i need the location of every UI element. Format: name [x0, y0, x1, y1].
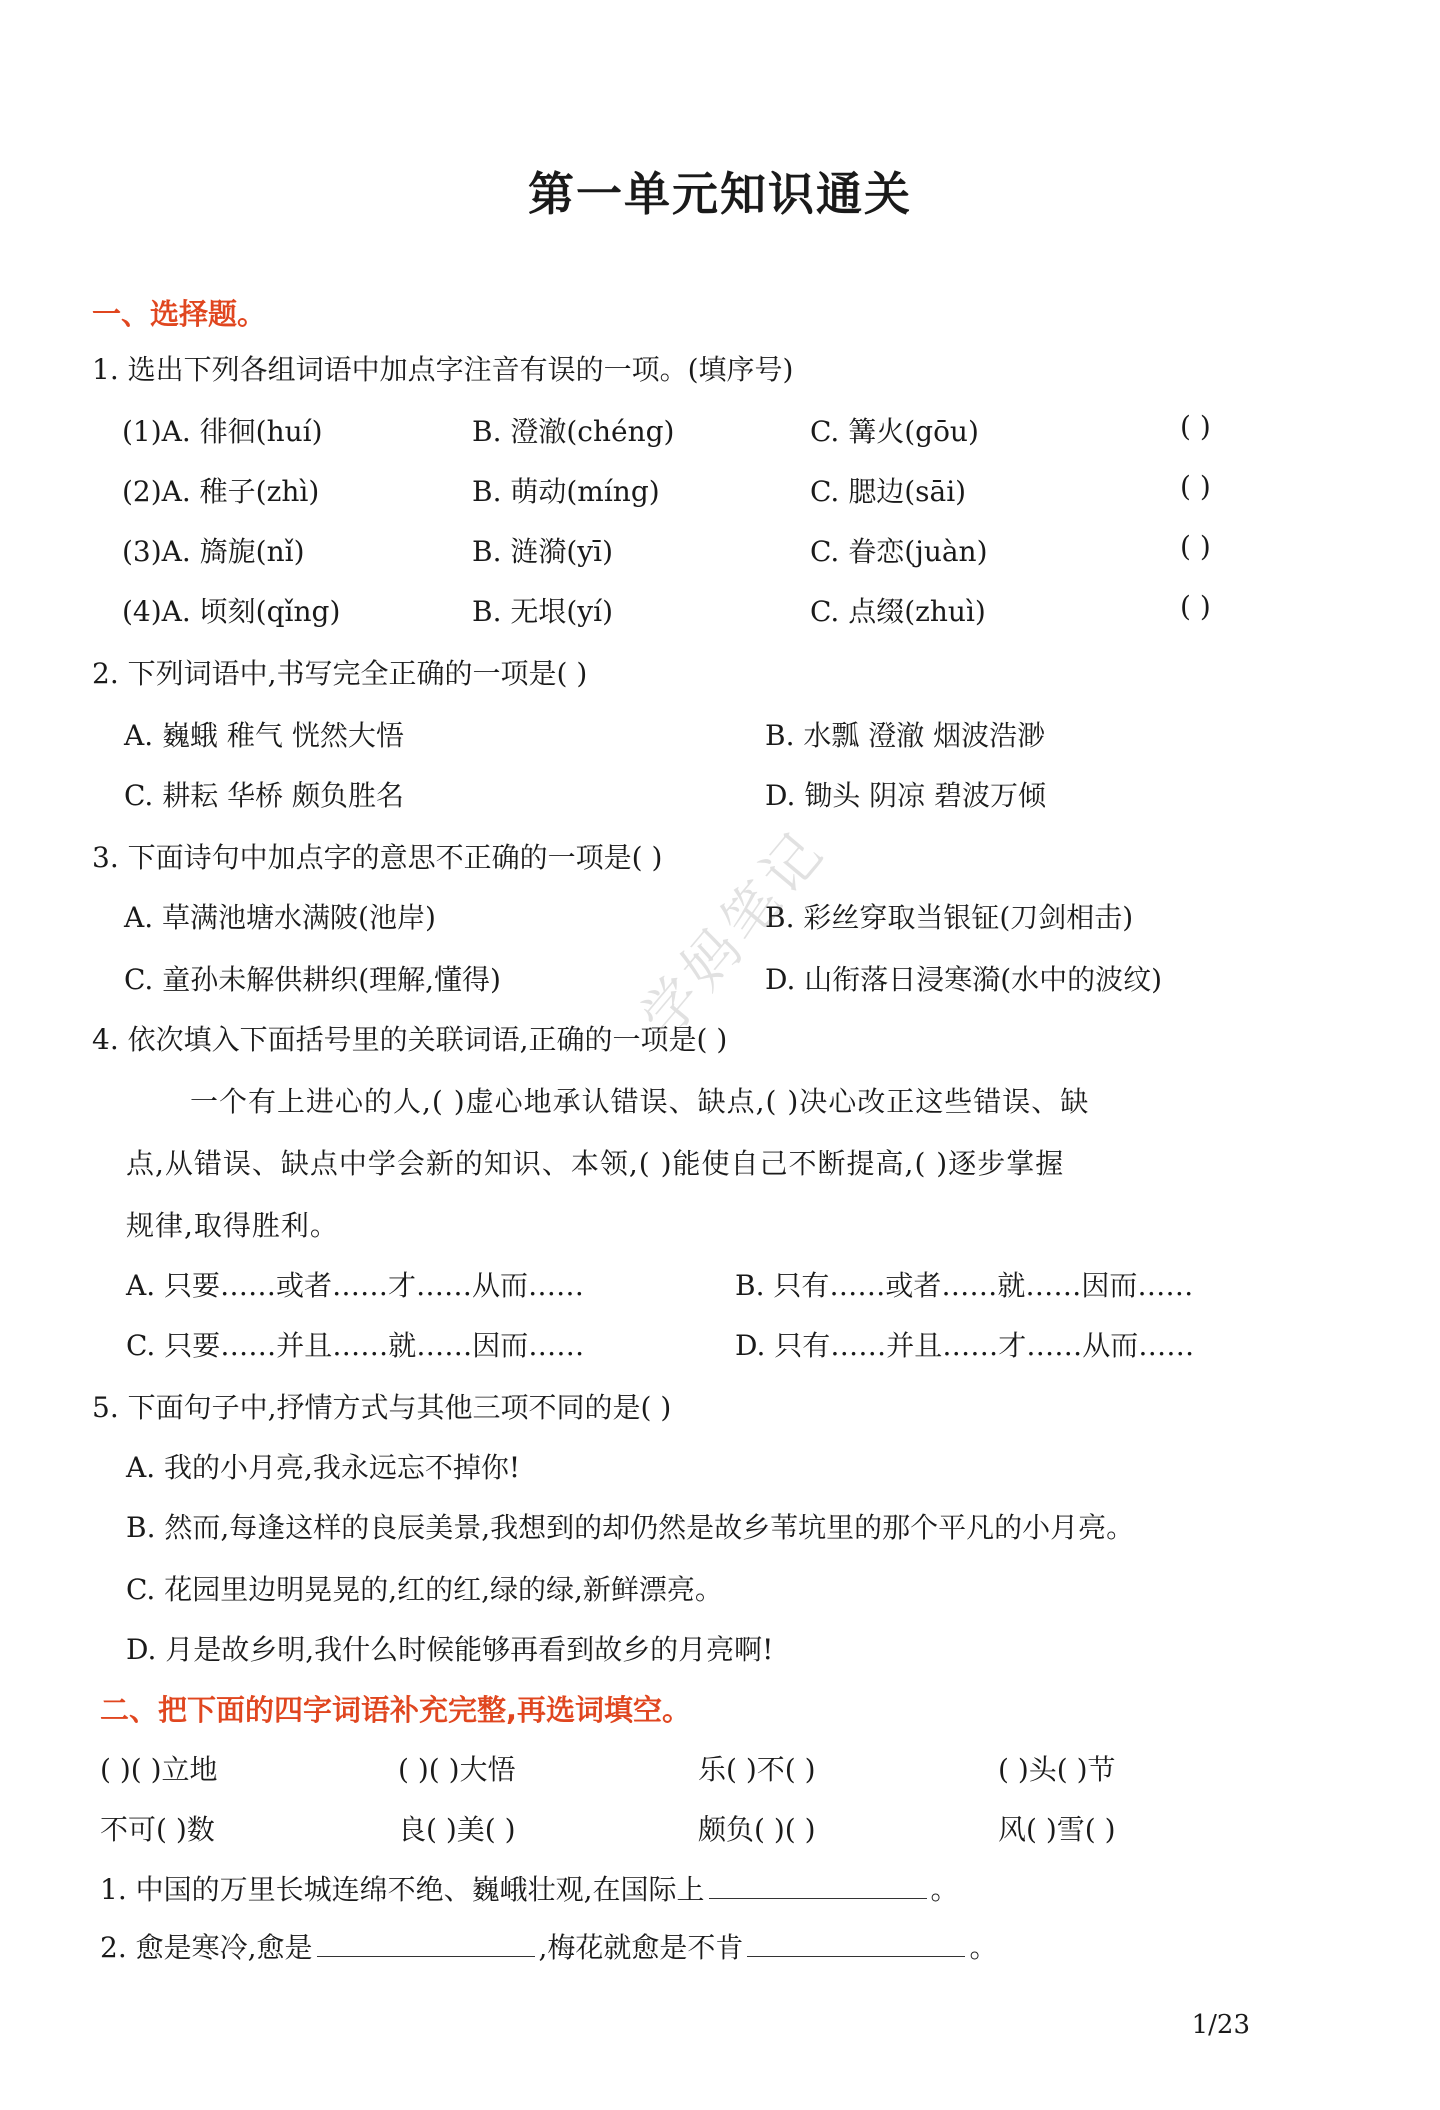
fill-sentence-1-text: 1. 中国的万里长城连绵不绝、巍峨壮观,在国际上	[100, 1873, 705, 1906]
q1-row1-option-c: C. 篝火(gōu)	[810, 415, 979, 448]
q1-row4-option-a: (4)A. 顷刻(qǐng)	[122, 595, 341, 628]
fill-sentence-1-end: 。	[930, 1873, 959, 1906]
question-2-stem: 2. 下列词语中,书写完全正确的一项是( )	[92, 657, 588, 690]
q3-option-b: B. 彩丝穿取当银钲(刀剑相击)	[765, 901, 1134, 934]
fill-sentence-2-text: 2. 愈是寒冷,愈是	[100, 1931, 313, 1964]
q4-passage-line1: 一个有上进心的人,( )虚心地承认错误、缺点,( )决心改正这些错误、缺	[190, 1085, 1090, 1118]
word-blank-4[interactable]: ( )头( )节	[998, 1753, 1116, 1786]
word-blank-6[interactable]: 良( )美( )	[398, 1813, 516, 1846]
q4-passage-line2: 点,从错误、缺点中学会新的知识、本领,( )能使自己不断提高,( )逐步掌握	[126, 1147, 1065, 1180]
q3-option-c: C. 童孙未解供耕织(理解,懂得)	[124, 963, 501, 996]
word-blank-1[interactable]: ( )( )立地	[100, 1753, 218, 1786]
q1-row3-answer-paren: ( )	[1180, 530, 1211, 563]
q4-option-a: A. 只要……或者……才……从而……	[126, 1269, 585, 1302]
q2-option-d: D. 锄头 阴凉 碧波万倾	[765, 779, 1047, 812]
q1-row3-option-c: C. 眷恋(juàn)	[810, 535, 988, 568]
q5-option-a: A. 我的小月亮,我永远忘不掉你!	[126, 1451, 521, 1484]
question-3-stem: 3. 下面诗句中加点字的意思不正确的一项是( )	[92, 841, 663, 874]
q3-option-d: D. 山衔落日浸寒漪(水中的波纹)	[765, 963, 1163, 996]
q4-option-c: C. 只要……并且……就……因而……	[126, 1329, 585, 1362]
q1-row2-option-b: B. 萌动(míng)	[472, 475, 660, 508]
q5-option-b: B. 然而,每逢这样的良辰美景,我想到的却仍然是故乡苇坑里的那个平凡的小月亮。	[126, 1511, 1135, 1544]
q5-option-d: D. 月是故乡明,我什么时候能够再看到故乡的月亮啊!	[126, 1633, 774, 1666]
fill-blank-line-1[interactable]	[709, 1870, 927, 1899]
q1-row4-answer-paren: ( )	[1180, 590, 1211, 623]
fill-sentence-2-end: 。	[969, 1931, 998, 1964]
q1-row1-option-b: B. 澄澈(chéng)	[472, 415, 675, 448]
word-blank-8[interactable]: 风( )雪( )	[998, 1813, 1116, 1846]
section-heading-choice: 一、选择题。	[92, 297, 267, 331]
watermark: 学妈笔记	[629, 817, 839, 1050]
q1-row2-answer-paren: ( )	[1180, 470, 1211, 503]
question-1-stem: 1. 选出下列各组词语中加点字注音有误的一项。(填序号)	[92, 353, 794, 386]
q2-option-b: B. 水瓢 澄澈 烟波浩渺	[765, 719, 1046, 752]
fill-blank-line-3[interactable]	[747, 1928, 965, 1957]
fill-sentence-1	[100, 1868, 959, 1908]
q5-option-c: C. 花园里边明晃晃的,红的红,绿的绿,新鲜漂亮。	[126, 1573, 723, 1606]
page-title: 第一单元知识通关	[528, 167, 912, 221]
q1-row4-option-b: B. 无垠(yí)	[472, 595, 613, 628]
q1-row3-option-b: B. 涟漪(yī)	[472, 535, 613, 568]
fill-sentence-2-mid: ,梅花就愈是不肯	[538, 1931, 744, 1964]
question-4-stem: 4. 依次填入下面括号里的关联词语,正确的一项是( )	[92, 1023, 728, 1056]
q1-row4-option-c: C. 点缀(zhuì)	[810, 595, 986, 628]
q4-option-d: D. 只有……并且……才……从而……	[735, 1329, 1195, 1362]
q4-option-b: B. 只有……或者……就……因而……	[735, 1269, 1194, 1302]
q1-row1-option-a: (1)A. 徘徊(huí)	[122, 415, 323, 448]
section-heading-fill-words: 二、把下面的四字词语补充完整,再选词填空。	[100, 1693, 692, 1727]
q3-option-a: A. 草满池塘水满陂(池岸)	[124, 901, 436, 934]
word-blank-5[interactable]: 不可( )数	[100, 1813, 215, 1846]
word-blank-2[interactable]: ( )( )大悟	[398, 1753, 516, 1786]
word-blank-7[interactable]: 颇负( )( )	[698, 1813, 816, 1846]
fill-blank-line-2[interactable]	[317, 1928, 535, 1957]
q2-option-c: C. 耕耘 华桥 颇负胜名	[124, 779, 405, 812]
fill-sentence-2	[100, 1926, 997, 1966]
q4-passage-line3: 规律,取得胜利。	[126, 1209, 339, 1242]
q2-option-a: A. 巍蛾 稚气 恍然大悟	[124, 719, 404, 752]
question-5-stem: 5. 下面句子中,抒情方式与其他三项不同的是( )	[92, 1391, 672, 1424]
word-blank-3[interactable]: 乐( )不( )	[698, 1753, 816, 1786]
q1-row2-option-c: C. 腮边(sāi)	[810, 475, 967, 508]
page-number: 1/23	[1191, 2010, 1250, 2040]
q1-row1-answer-paren: ( )	[1180, 410, 1211, 443]
q1-row2-option-a: (2)A. 稚子(zhì)	[122, 475, 320, 508]
q1-row3-option-a: (3)A. 旖旎(nǐ)	[122, 535, 305, 568]
